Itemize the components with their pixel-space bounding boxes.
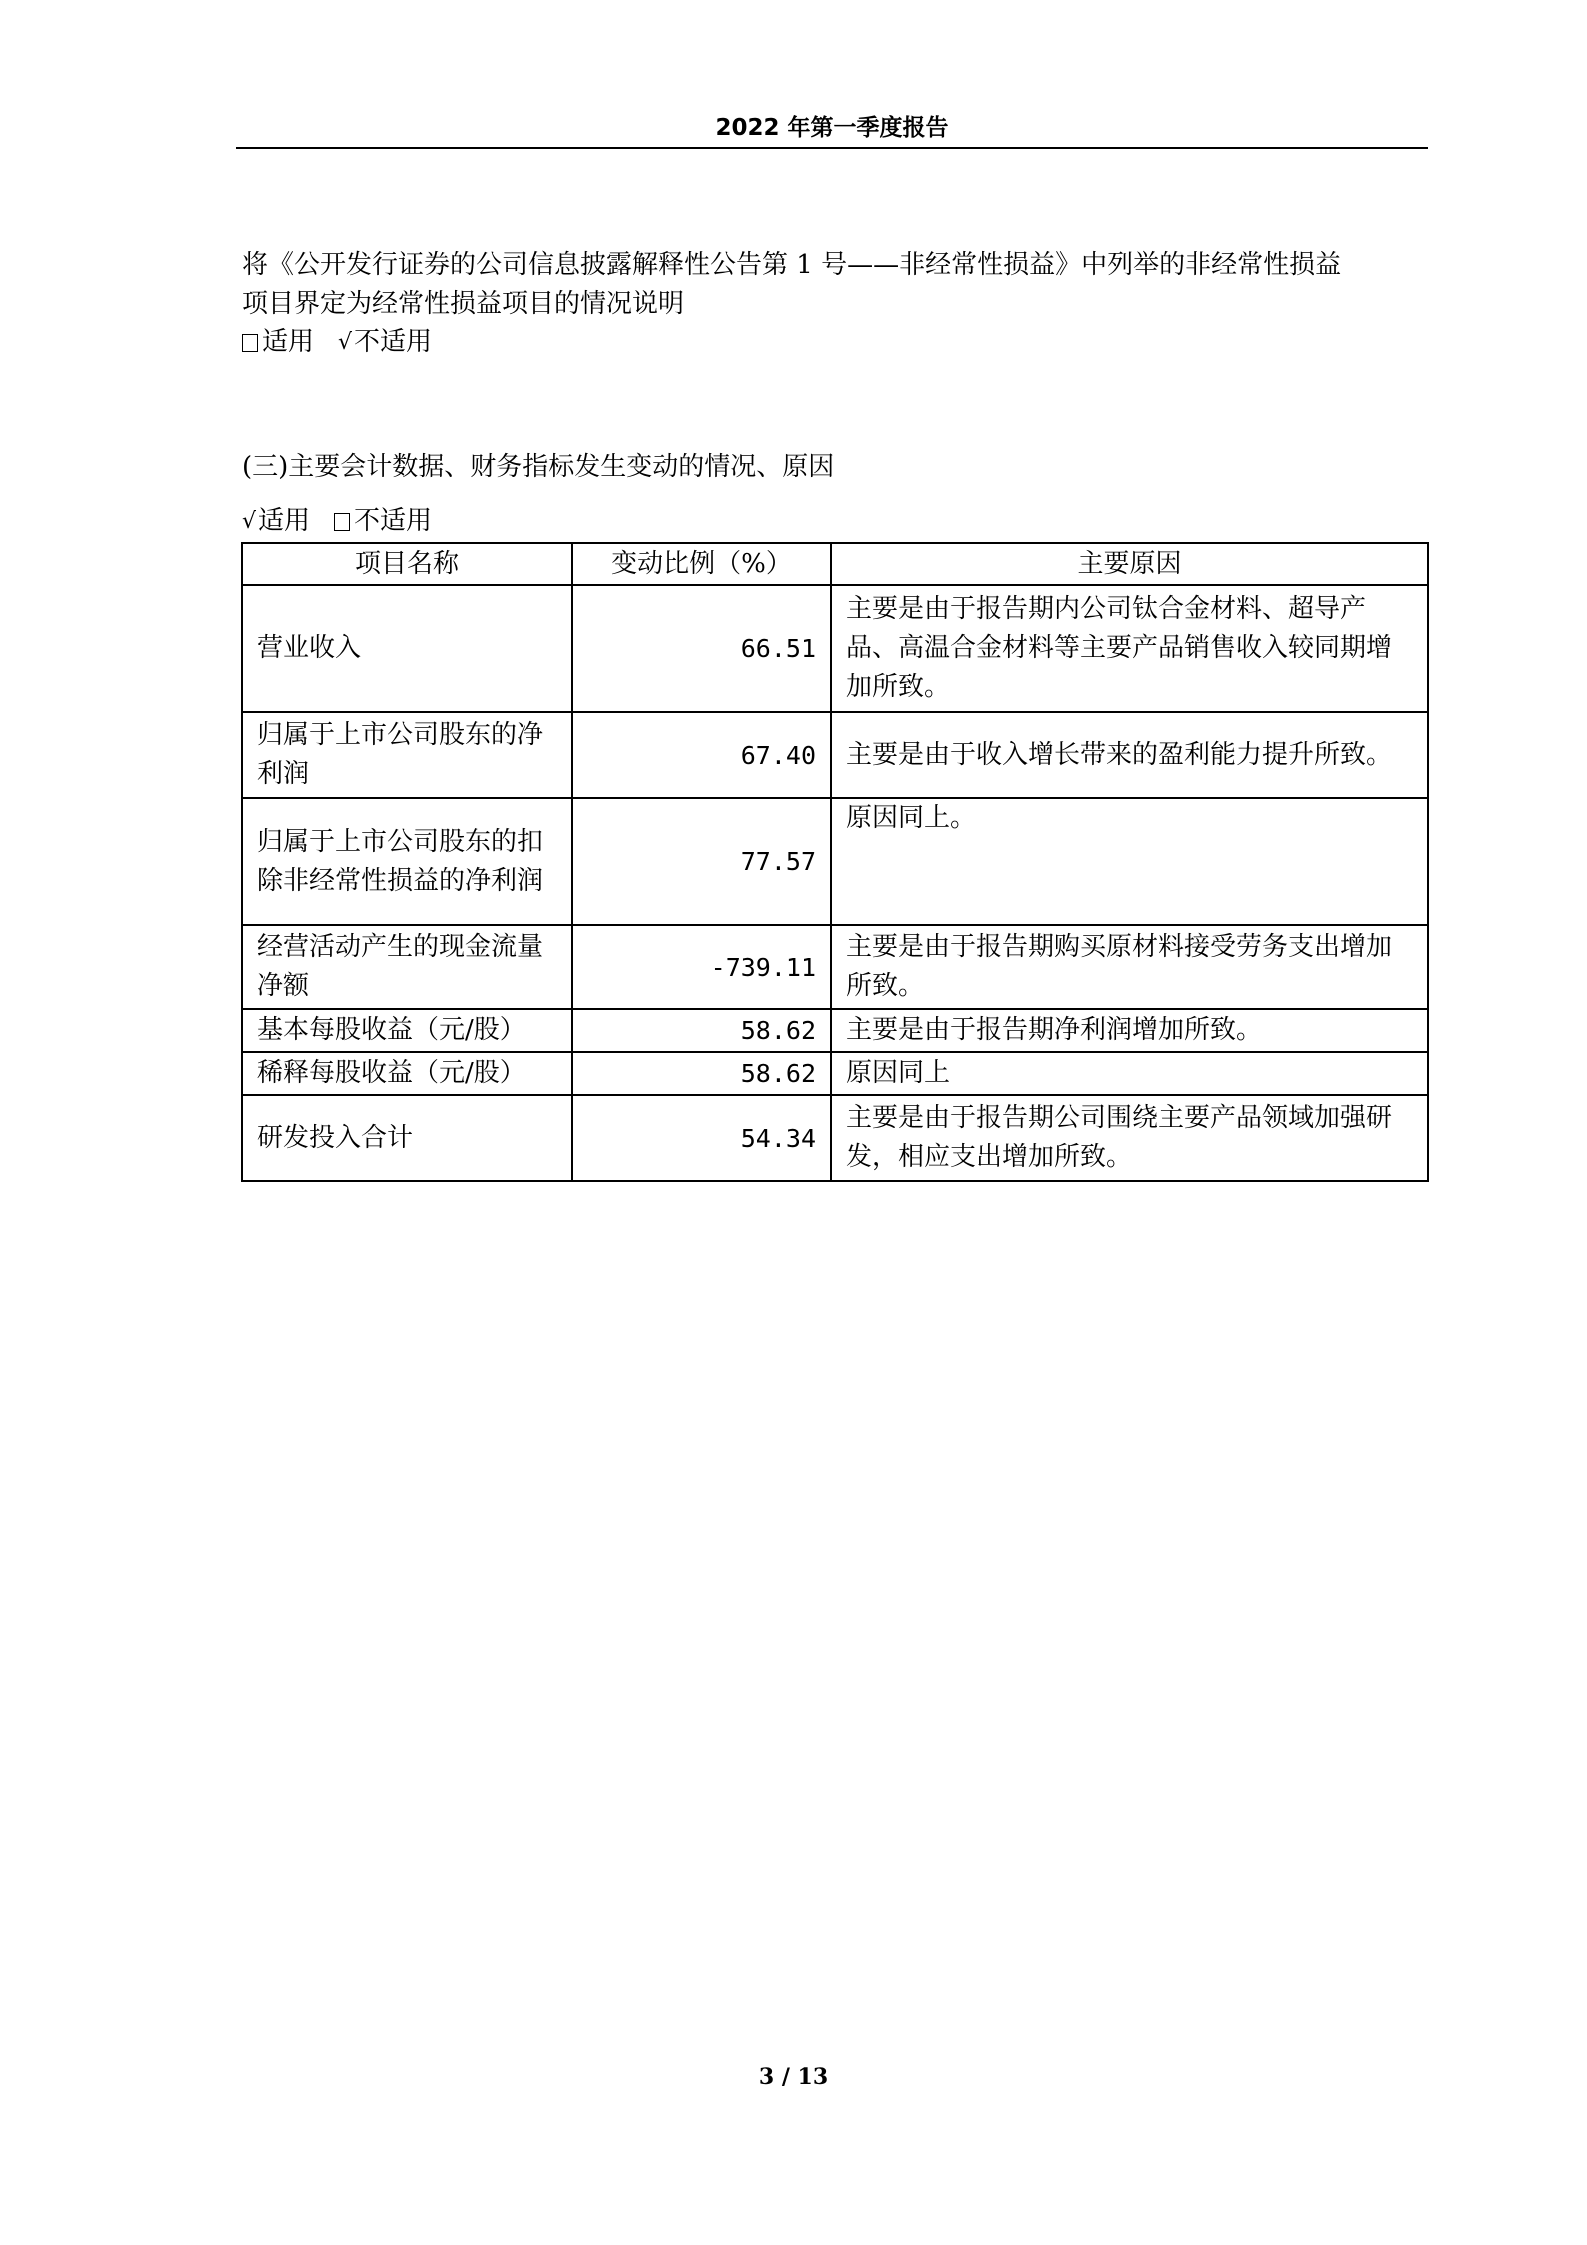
report-header-title: 2022 年第一季度报告 (715, 115, 949, 141)
header-item-name: 项目名称 (242, 543, 572, 585)
header-change-ratio: 变动比例（%） (572, 543, 831, 585)
nonrecurring-not-applicable-label: 不适用 (354, 327, 433, 357)
header-divider (236, 147, 1428, 149)
header-main-reason: 主要原因 (831, 543, 1428, 585)
nonrecurring-applicability (242, 323, 1432, 362)
row-item: 研发投入合计 (242, 1095, 572, 1181)
nonrecurring-not-applicable-option (338, 323, 432, 362)
row-item: 归属于上市公司股东的净利润 (242, 712, 572, 798)
row-ratio: 58.62 (572, 1009, 831, 1052)
row-reason: 原因同上。 (831, 798, 1428, 925)
row-reason: 主要是由于收入增长带来的盈利能力提升所致。 (831, 712, 1428, 798)
table-row (242, 1052, 1428, 1095)
row-reason: 主要是由于报告期净利润增加所致。 (831, 1009, 1428, 1052)
row-item: 归属于上市公司股东的扣除非经常性损益的净利润 (242, 798, 572, 925)
table-row (242, 1095, 1428, 1181)
changes-applicable-label: 适用 (258, 506, 311, 536)
nonrecurring-paragraph-line1: 将《公开发行证券的公司信息披露解释性公告第 1 号——非经常性损益》中列举的非经常性损益 (242, 250, 1342, 280)
unchecked-box-icon (334, 513, 350, 531)
unchecked-box-icon (242, 334, 258, 352)
row-reason: 原因同上 (831, 1052, 1428, 1095)
changes-not-applicable-option (334, 502, 432, 541)
nonrecurring-applicable-option (242, 323, 314, 362)
row-ratio: 77.57 (572, 798, 831, 925)
page-indicator: 3 / 13 (758, 2064, 829, 2090)
nonrecurring-paragraph-line2: 项目界定为经常性损益项目的情况说明 (242, 289, 685, 319)
row-reason: 主要是由于报告期内公司钛合金材料、超导产品、高温合金材料等主要产品销售收入较同期增加所致。 (831, 585, 1428, 712)
row-ratio: 54.34 (572, 1095, 831, 1181)
table-row (242, 712, 1428, 798)
table-row (242, 798, 1428, 925)
row-item: 基本每股收益（元/股） (242, 1009, 572, 1052)
row-item: 经营活动产生的现金流量净额 (242, 925, 572, 1009)
row-item: 稀释每股收益（元/股） (242, 1052, 572, 1095)
row-item: 营业收入 (242, 585, 572, 712)
changes-table (241, 542, 1429, 1182)
row-reason: 主要是由于报告期公司围绕主要产品领域加强研发，相应支出增加所致。 (831, 1095, 1428, 1181)
table-row (242, 925, 1428, 1009)
nonrecurring-applicable-label: 适用 (262, 327, 315, 357)
table-row (242, 1009, 1428, 1052)
changes-applicability (242, 502, 1432, 541)
table-header-row (242, 543, 1428, 585)
changes-not-applicable-label: 不适用 (354, 506, 433, 536)
check-mark-icon: √ (338, 330, 353, 355)
section-changes-title: (三)主要会计数据、财务指标发生变动的情况、原因 (242, 452, 835, 482)
table-row (242, 585, 1428, 712)
row-ratio: 66.51 (572, 585, 831, 712)
check-mark-icon: √ (242, 509, 257, 534)
row-ratio: 67.40 (572, 712, 831, 798)
row-ratio: 58.62 (572, 1052, 831, 1095)
row-reason: 主要是由于报告期购买原材料接受劳务支出增加所致。 (831, 925, 1428, 1009)
changes-applicable-option (242, 502, 310, 541)
row-ratio: -739.11 (572, 925, 831, 1009)
